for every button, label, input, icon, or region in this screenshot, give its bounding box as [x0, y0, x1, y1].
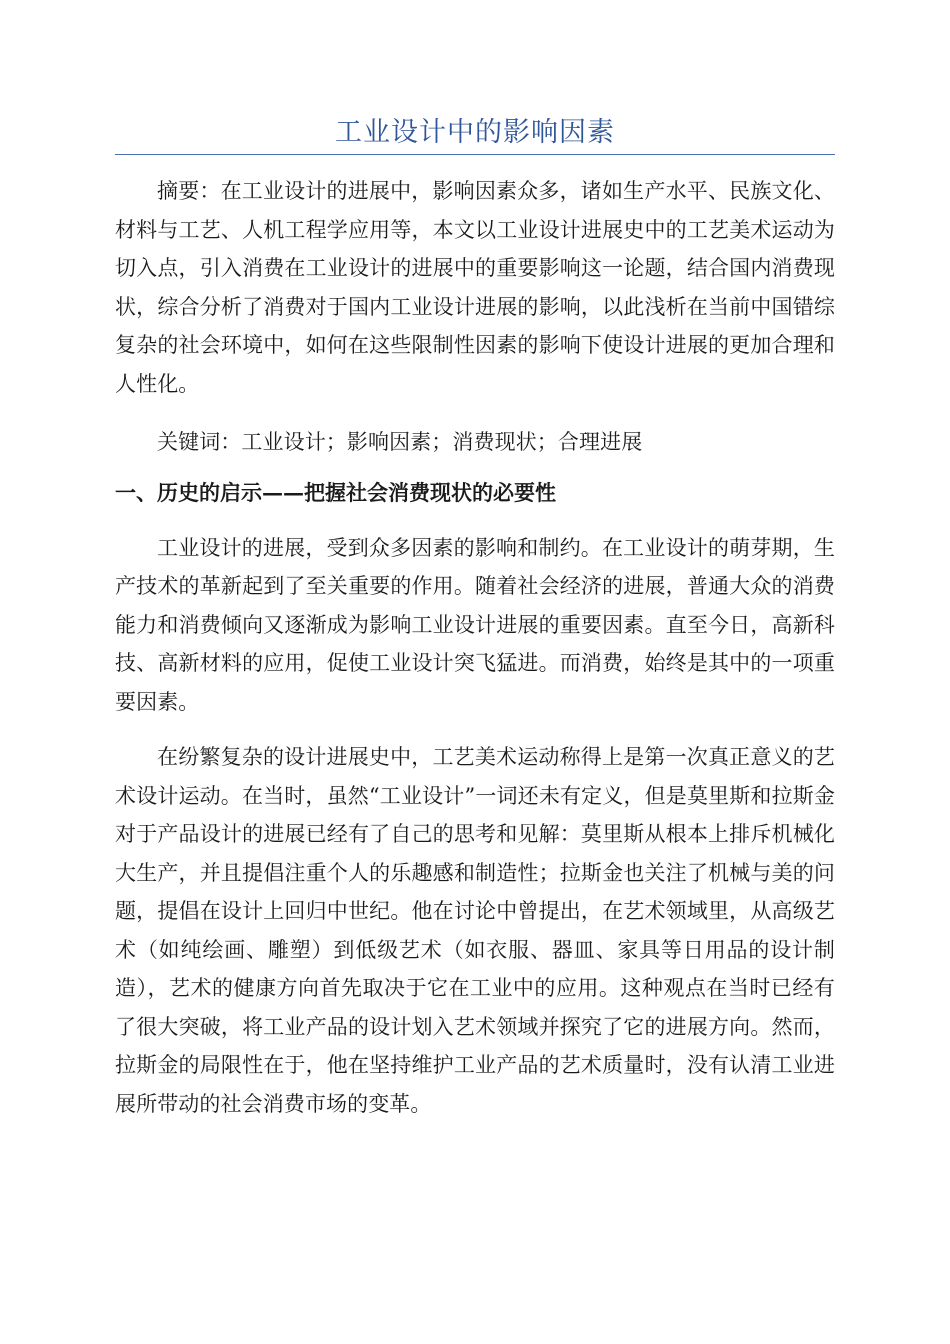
- section-heading: 一、历史的启示——把握社会消费现状的必要性: [115, 479, 556, 505]
- body-paragraph-1: 工业设计的进展，受到众多因素的影响和制约。在工业设计的萌芽期，生产技术的革新起到了至关重要的作用。随着社会经济的进展，普通大众的消费能力和消费倾向又逐渐成为影响工业设计进展的重要因素。直至今日，高新科技、高新材料的应用，促使工业设计突飞猛进。而消费，始终是其中的一项重要因素。: [115, 535, 835, 714]
- keywords-paragraph: 关键词：工业设计；影响因素；消费现状；合理进展: [157, 430, 643, 454]
- title-underline: [115, 154, 835, 155]
- body-paragraph-2: 在纷繁复杂的设计进展史中，工艺美术运动称得上是第一次真正意义的艺术设计运动。在当时，虽然“工业设计”一词还未有定义，但是莫里斯和拉斯金对于产品设计的进展已经有了自己的思考和见解：莫里斯从根本上排斥机械化大生产，并且提倡注重个人的乐趣感和制造性；拉斯金也关注了机械与美的问题，提倡在设计上回归中世纪。他在讨论中曾提出，在艺术领域里，从高级艺术（如纯绘画、雕塑）到低级艺术（如衣服、器皿、家具等日用品的设计制造），艺术的健康方向首先取决于它在工业中的应用。这种观点在当时已经有了很大突破，将工业产品的设计划入艺术领域并探究了它的进展方向。然而，拉斯金的局限性在于，他在坚持维护工业产品的艺术质量时，没有认清工业进展所带动的社会消费市场的变革。: [115, 745, 835, 1116]
- abstract-paragraph: 摘要：在工业设计的进展中，影响因素众多，诸如生产水平、民族文化、材料与工艺、人机工程学应用等，本文以工业设计进展史中的工艺美术运动为切入点，引入消费在工业设计的进展中的重要影响这一论题，结合国内消费现状，综合分析了消费对于国内工业设计进展的影响，以此浅析在当前中国错综复杂的社会环境中，如何在这些限制性因素的影响下使设计进展的更加合理和人性化。: [115, 179, 835, 396]
- document-title: 工业设计中的影响因素: [335, 117, 615, 148]
- document-body: [115, 172, 835, 1123]
